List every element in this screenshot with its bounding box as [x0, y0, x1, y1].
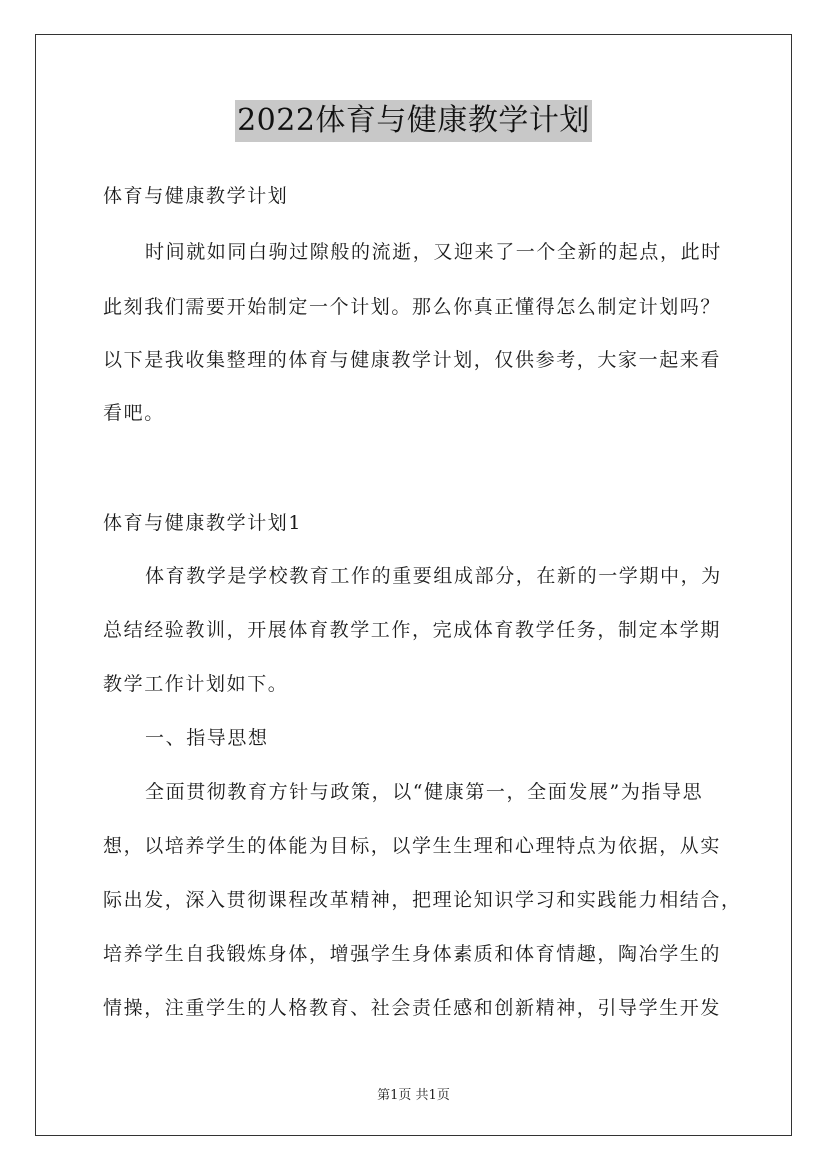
intro-line-1: 时间就如同白驹过隙般的流逝，又迎来了一个全新的起点，此时 [145, 241, 722, 263]
page-footer: 第1页 共1页 [377, 1088, 450, 1103]
part1-line-1: 全面贯彻教育方针与政策，以“健康第一，全面发展”为指导思 [145, 781, 704, 803]
document-title: 2022体育与健康教学计划 [235, 100, 592, 142]
part1-line-2: 想，以培养学生的体能为目标，以学生生理和心理特点为依据，从实 [103, 835, 722, 857]
section1-heading: 体育与健康教学计划1 [103, 512, 303, 534]
part1-line-5: 情操，注重学生的人格教育、社会责任感和创新精神，引导学生开发 [103, 997, 722, 1019]
part1-line-4: 培养学生自我锻炼身体，增强学生身体素质和体育情趣，陶冶学生的 [103, 943, 722, 965]
title-container [0, 100, 827, 142]
section1-line-3: 教学工作计划如下。 [103, 673, 289, 695]
intro-line-4: 看吧。 [103, 402, 165, 424]
intro-line-3: 以下是我收集整理的体育与健康教学计划，仅供参考，大家一起来看 [103, 349, 722, 371]
section1-line-2: 总结经验教训，开展体育教学工作，完成体育教学任务，制定本学期 [103, 619, 722, 641]
intro-line-2: 此刻我们需要开始制定一个计划。那么你真正懂得怎么制定计划吗？ [103, 296, 722, 318]
section1-line-1: 体育教学是学校教育工作的重要组成部分，在新的一学期中，为 [145, 565, 722, 587]
part1-line-3: 际出发，深入贯彻课程改革精神，把理论知识学习和实践能力相结合， [103, 889, 742, 911]
part1-heading: 一、指导思想 [145, 727, 269, 749]
subtitle: 体育与健康教学计划 [103, 185, 289, 207]
